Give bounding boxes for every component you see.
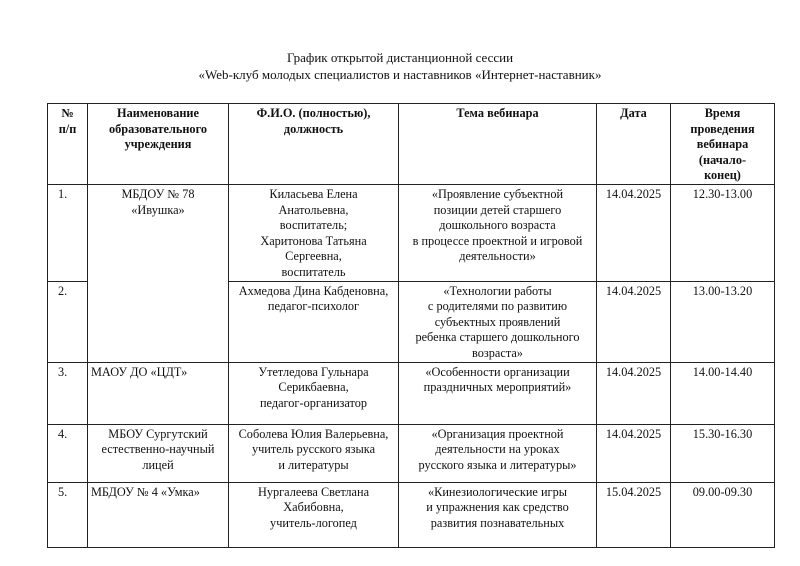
row-time: 15.30-16.30 (671, 424, 775, 482)
row-person: Соболева Юлия Валерьевна, учитель русского языка и литературы (229, 424, 399, 482)
row-date: 15.04.2025 (597, 482, 671, 547)
row-institution: МБДОУ № 78 «Ивушка» (88, 184, 229, 362)
row-date: 14.04.2025 (597, 281, 671, 362)
row-num: 2. (48, 281, 88, 362)
row-institution: МБОУ Сургутский естественно-научный лицей (88, 424, 229, 482)
row-num: 4. (48, 424, 88, 482)
row-institution: МАОУ ДО «ЦДТ» (88, 362, 229, 424)
schedule-table (47, 103, 775, 548)
title-line-1: График открытой дистанционной сессии (286, 50, 514, 65)
row-topic: «Особенности организации праздничных мероприятий» (399, 362, 597, 424)
header-institution: Наименование образовательного учреждения (88, 104, 229, 185)
row-time: 13.00-13.20 (671, 281, 775, 362)
row-person: Нургалеева Светлана Хабибовна, учитель-логопед (229, 482, 399, 547)
row-num: 5. (48, 482, 88, 547)
document-title (0, 49, 800, 83)
title-line-2: «Web-клуб молодых специалистов и наставников «Интернет-наставник» (198, 67, 602, 82)
row-time: 09.00-09.30 (671, 482, 775, 547)
row-institution: МБДОУ № 4 «Умка» (88, 482, 229, 547)
row-date: 14.04.2025 (597, 184, 671, 281)
row-person: Киласьева Елена Анатольевна, воспитатель; Харитонова Татьяна Сергеевна, воспитатель (229, 184, 399, 281)
row-num: 1. (48, 184, 88, 281)
row-topic: «Технологии работы с родителями по развитию субъектных проявлений ребенка старшего дошкольного возраста» (399, 281, 597, 362)
table-row (48, 424, 775, 482)
row-date: 14.04.2025 (597, 362, 671, 424)
row-topic: «Кинезиологические игры и упражнения как средство развития познавательных (399, 482, 597, 547)
row-person: Ахмедова Дина Кабденовна, педагог-психолог (229, 281, 399, 362)
header-date: Дата (597, 104, 671, 185)
table-row (48, 482, 775, 547)
table-row (48, 184, 775, 281)
header-row (48, 104, 775, 185)
row-person: Утетледова Гульнара Серикбаевна, педагог-организатор (229, 362, 399, 424)
row-topic: «Организация проектной деятельности на уроках русского языка и литературы» (399, 424, 597, 482)
row-date: 14.04.2025 (597, 424, 671, 482)
header-topic: Тема вебинара (399, 104, 597, 185)
row-time: 14.00-14.40 (671, 362, 775, 424)
row-time: 12.30-13.00 (671, 184, 775, 281)
table-row (48, 362, 775, 424)
row-num: 3. (48, 362, 88, 424)
header-person: Ф.И.О. (полностью), должность (229, 104, 399, 185)
header-time: Время проведения вебинара (начало- конец) (671, 104, 775, 185)
row-topic: «Проявление субъектной позиции детей старшего дошкольного возраста в процессе проектной и игровой деятельности» (399, 184, 597, 281)
header-num: № п/п (48, 104, 88, 185)
